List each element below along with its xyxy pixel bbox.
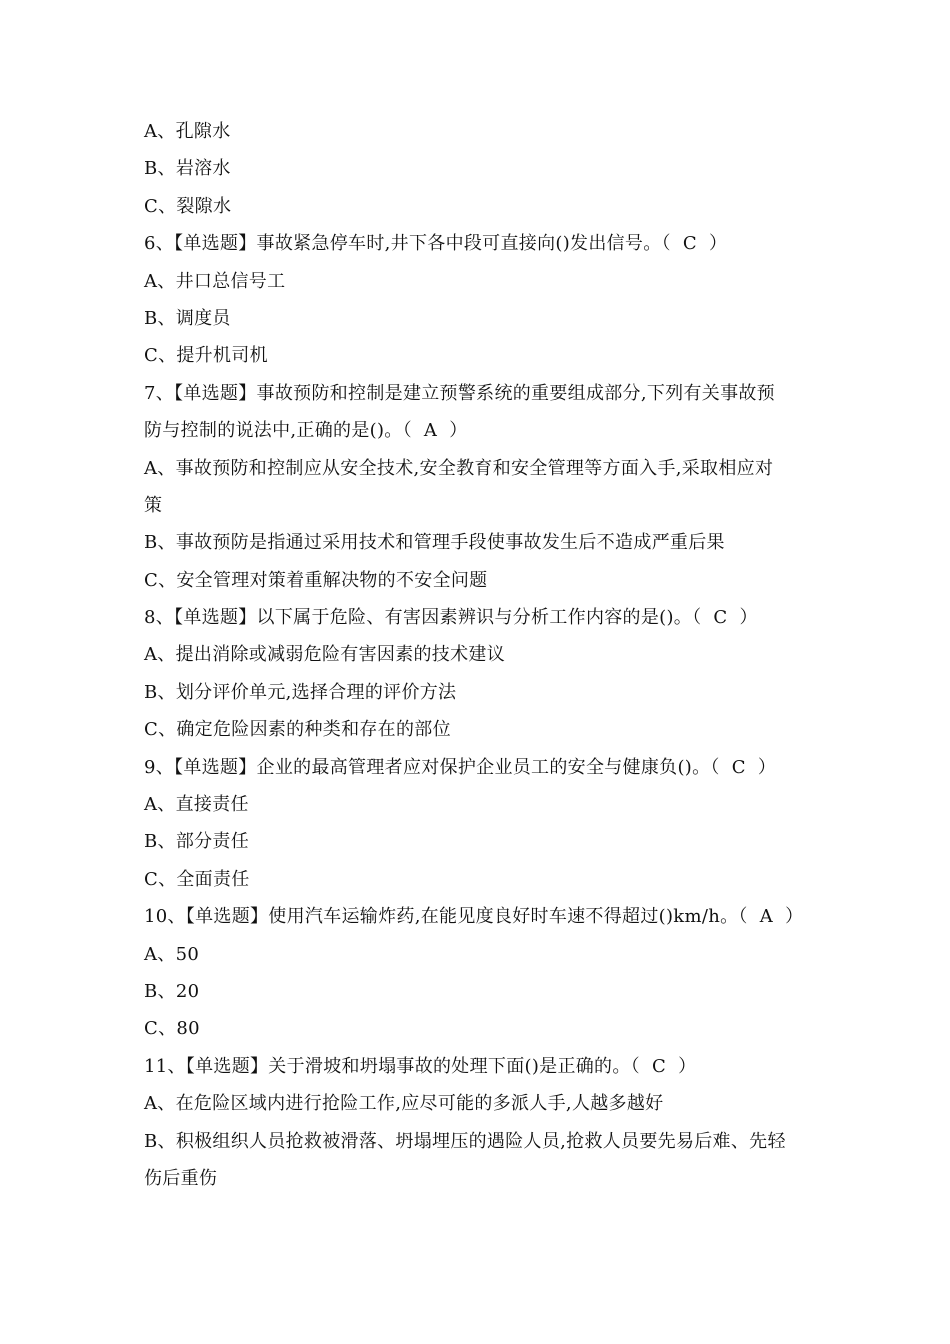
question-line: 11、【单选题】关于滑坡和坍塌事故的处理下面()是正确的。（ C ） [144,1055,697,1077]
option-line: B、事故预防是指通过采用技术和管理手段使事故发生后不造成严重后果 [144,532,725,554]
option-line: B、积极组织人员抢救被滑落、坍塌埋压的遇险人员,抢救人员要先易后难、先轻 [144,1130,786,1152]
option-line: C、安全管理对策着重解决物的不安全问题 [144,569,488,591]
option-line: B、划分评价单元,选择合理的评价方法 [144,681,457,703]
option-line: C、全面责任 [144,868,250,890]
option-line: A、直接责任 [144,794,249,816]
option-line-continued: 伤后重伤 [144,1167,218,1189]
option-line-continued: 策 [144,494,163,516]
option-line: B、岩溶水 [144,158,231,180]
option-line: A、在危险区域内进行抢险工作,应尽可能的多派人手,人越多越好 [144,1093,664,1115]
option-line: B、调度员 [144,307,231,329]
option-line: A、50 [144,943,200,965]
question-line: 9、【单选题】企业的最高管理者应对保护企业员工的安全与健康负()。（ C ） [144,756,777,778]
option-line: B、20 [144,980,200,1002]
option-line: A、井口总信号工 [144,270,286,292]
option-line: C、确定危险因素的种类和存在的部位 [144,719,451,741]
option-line: B、部分责任 [144,831,250,853]
question-line: 8、【单选题】以下属于危险、有害因素辨识与分析工作内容的是()。（ C ） [144,607,758,629]
question-text-body [144,113,824,1197]
question-line: 7、【单选题】事故预防和控制是建立预警系统的重要组成部分,下列有关事故预 [144,382,775,404]
option-line: C、80 [144,1018,200,1040]
question-line: 10、【单选题】使用汽车运输炸药,在能见度良好时车速不得超过()km/h。（ A ） [144,906,804,928]
question-line-continued: 防与控制的说法中,正确的是()。（ A ） [144,420,468,442]
question-line: 6、【单选题】事故紧急停车时,井下各中段可直接向()发出信号。（ C ） [144,233,728,255]
option-line: A、事故预防和控制应从安全技术,安全教育和安全管理等方面入手,采取相应对 [144,457,774,479]
option-line: C、提升机司机 [144,345,268,367]
option-line: A、提出消除或减弱危险有害因素的技术建议 [144,644,505,666]
option-line: C、裂隙水 [144,195,232,217]
option-line: A、孔隙水 [144,121,231,142]
